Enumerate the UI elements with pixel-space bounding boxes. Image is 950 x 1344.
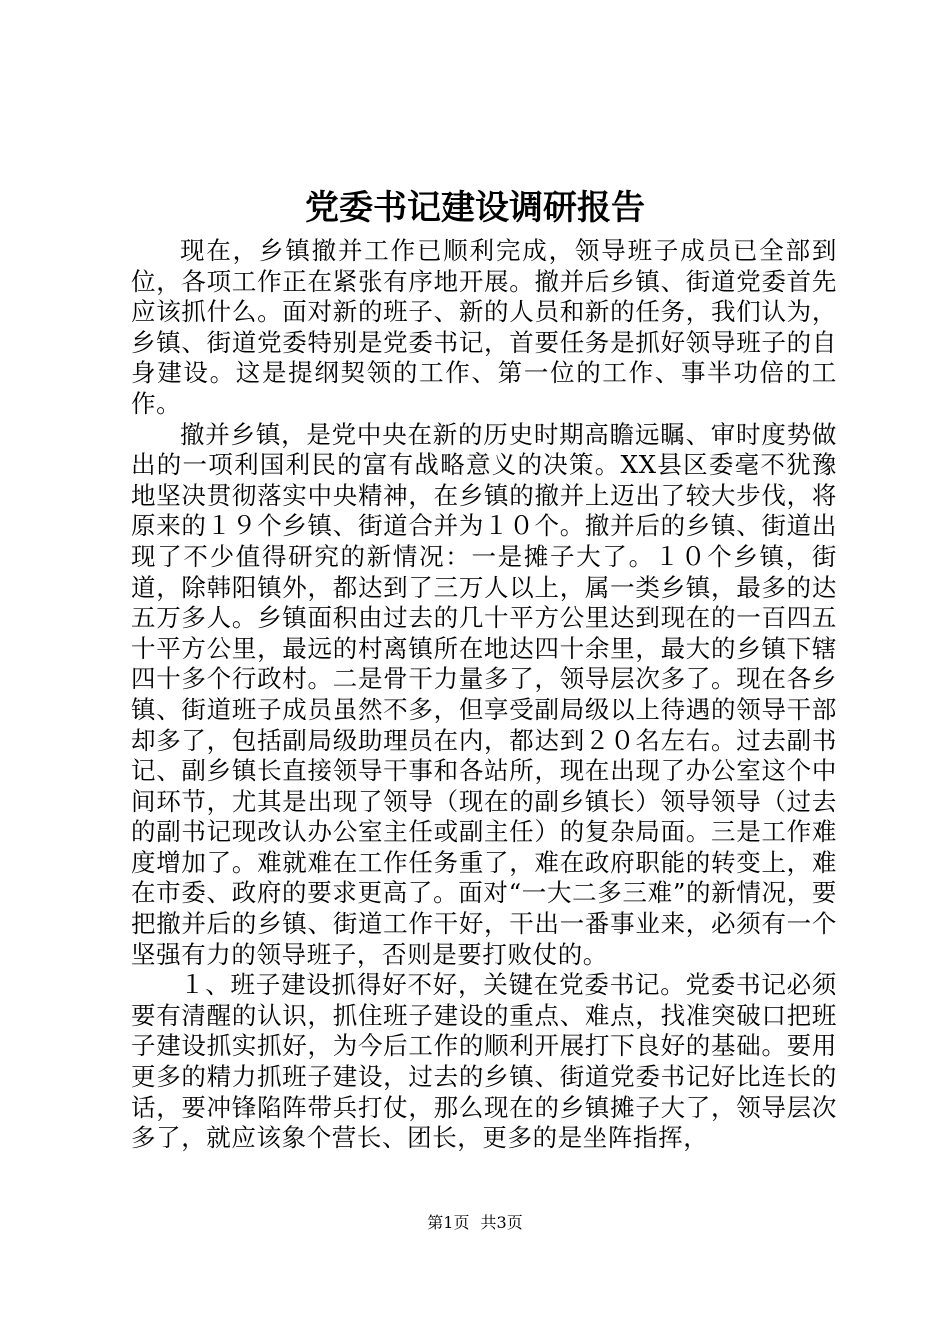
document-title: 党委书记建设调研报告: [305, 188, 645, 228]
document-body: [131, 236, 837, 1154]
paragraph-point-1: １、班子建设抓得好不好，关键在党委书记。党委书记必须要有清醒的认识，抓住班子建设的重点、难点，找准突破口把班子建设抓实抓好，为今后工作的顺利开展打下良好的基础。要用更多的精力抓班子建设，过去的乡镇、街道党委书记好比连长的话，要冲锋陷阵带兵打仗，那么现在的乡镇摊子大了，领导层次多了，就应该象个营长、团长，更多的是坐阵指挥，: [131, 970, 837, 1153]
page-number-current: 第1页: [427, 1213, 470, 1232]
paragraph-background: 撤并乡镇，是党中央在新的历史时期高瞻远瞩、审时度势做出的一项利国利民的富有战略意义的决策。XX县区委毫不犹豫地坚决贯彻落实中央精神，在乡镇的撤并上迈出了较大步伐，将原来的１９个乡镇、街道合并为１０个。撤并后的乡镇、街道出现了不少值得研究的新情况：一是摊子大了。１０个乡镇，街道，除韩阳镇外，都达到了三万人以上，属一类乡镇，最多的达五万多人。乡镇面积由过去的几十平方公里达到现在的一百四五十平方公里，最远的村离镇所在地达四十余里，最大的乡镇下辖四十多个行政村。二是骨干力量多了，领导层次多了。现在各乡镇、街道班子成员虽然不多，但享受副局级以上待遇的领导干部却多了，包括副局级助理员在内，都达到２０名左右。过去副书记、副乡镇长直接领导干事和各站所，现在出现了办公室这个中间环节，尤其是出现了领导（现在的副乡镇长）领导领导（过去的副书记现改认办公室主任或副主任）的复杂局面。三是工作难度增加了。难就难在工作任务重了，难在政府职能的转变上，难在市委、政府的要求更高了。面对“一大二多三难”的新情况，要把撤并后的乡镇、街道工作干好，干出一番事业来，必须有一个坚强有力的领导班子，否则是要打败仗的。: [131, 419, 837, 969]
paragraph-intro: 现在，乡镇撤并工作已顺利完成，领导班子成员已全部到位，各项工作正在紧张有序地开展。撤并后乡镇、街道党委首先应该抓什么。面对新的班子、新的人员和新的任务，我们认为，乡镇、街道党委特别是党委书记，首要任务是抓好领导班子的自身建设。这是提纲契领的工作、第一位的工作、事半功倍的工作。: [131, 236, 837, 418]
page-number-total: 共3页: [480, 1213, 523, 1232]
page-footer: [0, 1212, 950, 1234]
